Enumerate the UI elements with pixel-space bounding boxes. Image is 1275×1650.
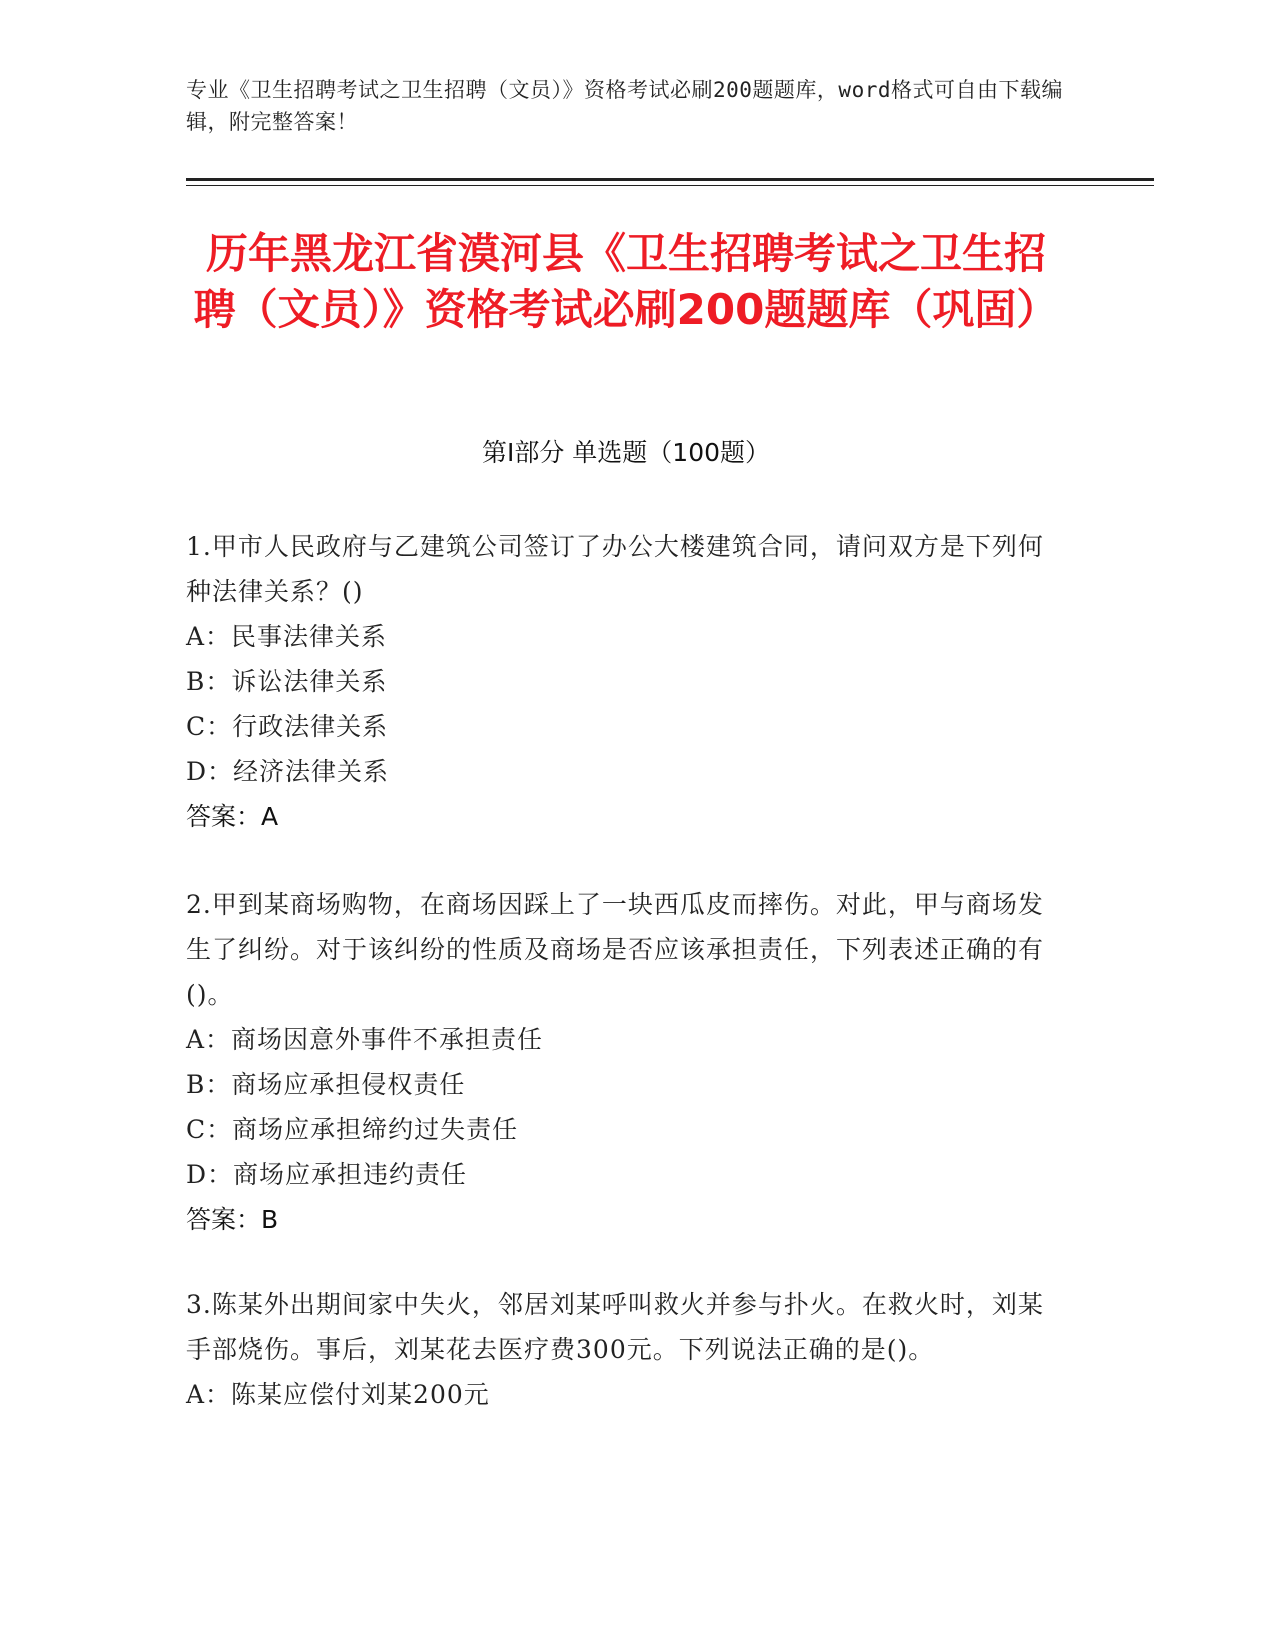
option-b: B：诉讼法律关系 [186,667,388,696]
question-2 [186,882,1066,1242]
option-c: C：商场应承担缔约过失责任 [186,1115,519,1144]
question-stem: 1.甲市人民政府与乙建筑公司签订了办公大楼建筑合同，请问双方是下列何种法律关系？() [186,532,1044,606]
question-1 [186,524,1066,839]
answer: 答案：A [186,802,279,831]
answer: 答案：B [186,1205,279,1234]
question-stem: 2.甲到某商场购物，在商场因踩上了一块西瓜皮而摔伤。对此，甲与商场发生了纠纷。对于该纠纷的性质及商场是否应该承担责任，下列表述正确的有()。 [186,890,1045,1009]
option-a: A：民事法律关系 [186,622,388,651]
option-a: A：陈某应偿付刘某200元 [186,1380,490,1409]
header-note: 专业《卫生招聘考试之卫生招聘（文员）》资格考试必刷200题题库，word格式可自由下载编辑，附完整答案！ [186,78,1063,134]
document-title: 历年黑龙江省漠河县《卫生招聘考试之卫生招聘（文员）》资格考试必刷200题题库（巩固） [193,229,1059,334]
question-stem: 3.陈某外出期间家中失火，邻居刘某呼叫救火并参与扑火。在救火时，刘某手部烧伤。事后，刘某花去医疗费300元。下列说法正确的是()。 [186,1290,1044,1364]
option-d: D：商场应承担违约责任 [186,1160,468,1189]
option-b: B：商场应承担侵权责任 [186,1070,466,1099]
section-title: 第Ⅰ部分 单选题（100题） [481,438,771,467]
option-c: C：行政法律关系 [186,712,389,741]
header-divider-thick [186,178,1154,181]
header-divider-thin [186,185,1154,186]
option-a: A：商场因意外事件不承担责任 [186,1025,544,1054]
option-d: D：经济法律关系 [186,757,390,786]
question-3 [186,1282,1066,1417]
